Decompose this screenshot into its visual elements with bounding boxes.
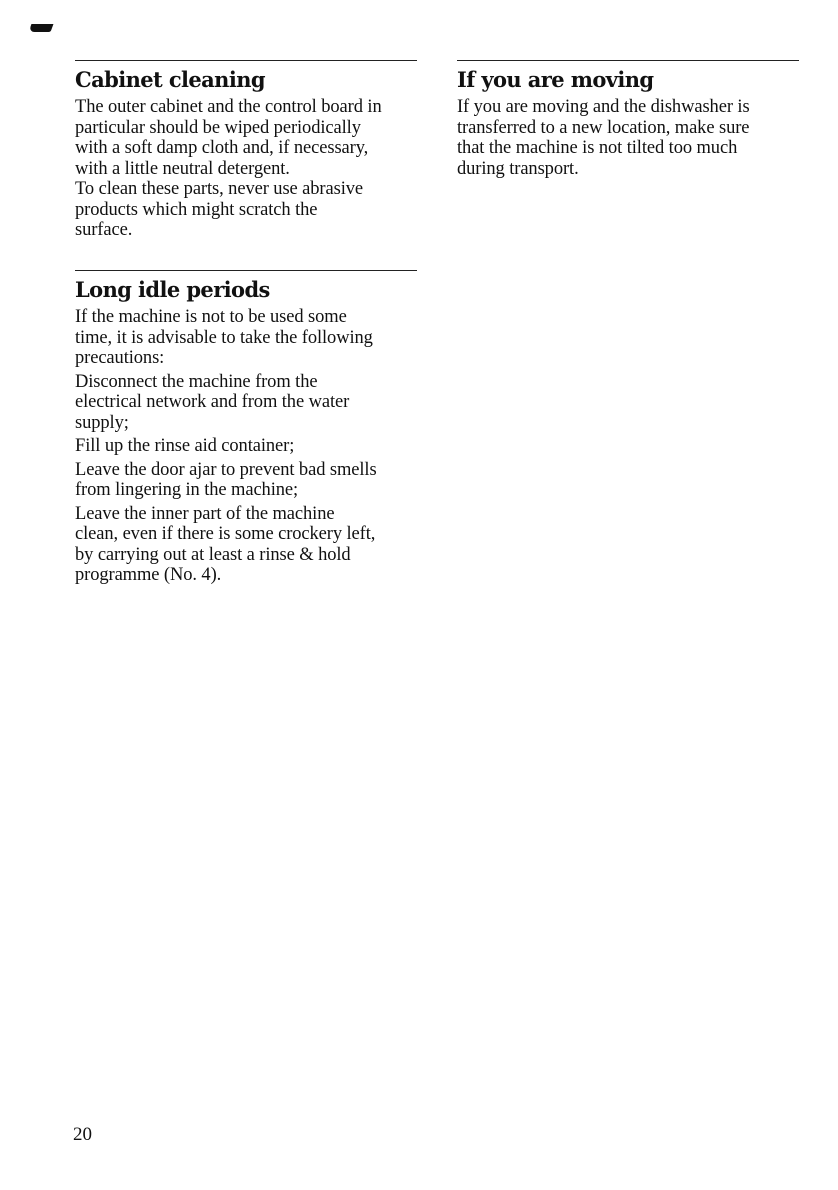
section-rule bbox=[75, 60, 417, 61]
section-heading: If you are moving bbox=[457, 67, 654, 93]
section-heading: Cabinet cleaning bbox=[75, 67, 265, 93]
paragraph: Fill up the rinse aid container; bbox=[75, 436, 295, 457]
section-rule bbox=[75, 270, 417, 271]
paragraph: To clean these parts, never use abrasive products which might scratch the surface. bbox=[75, 179, 364, 241]
section-rule bbox=[457, 60, 799, 61]
paragraph: The outer cabinet and the control board in particular should be wiped periodically with a soft damp cloth and, if necessary, with a little neutral detergent. bbox=[75, 97, 382, 179]
section-cabinet-cleaning bbox=[75, 60, 417, 244]
paragraph: If the machine is not to be used some time, it is advisable to take the following precautions: bbox=[75, 307, 373, 369]
page-number: 20 bbox=[73, 1124, 92, 1145]
section-long-idle-periods bbox=[75, 270, 417, 589]
paragraph: Leave the door ajar to prevent bad smells from lingering in the machine; bbox=[75, 459, 377, 501]
paragraph: Leave the inner part of the machine clean, even if there is some crockery left, by carrying out at least a rinse & hold programme (No. 4). bbox=[75, 503, 376, 586]
section-if-you-are-moving bbox=[457, 60, 799, 182]
paragraph: Disconnect the machine from the electrical network and from the water supply; bbox=[75, 371, 350, 433]
section-heading: Long idle periods bbox=[75, 277, 270, 303]
corner-mark-icon bbox=[29, 24, 54, 32]
paragraph: If you are moving and the dishwasher is transferred to a new location, make sure that the machine is not tilted too much during transport. bbox=[457, 97, 750, 179]
